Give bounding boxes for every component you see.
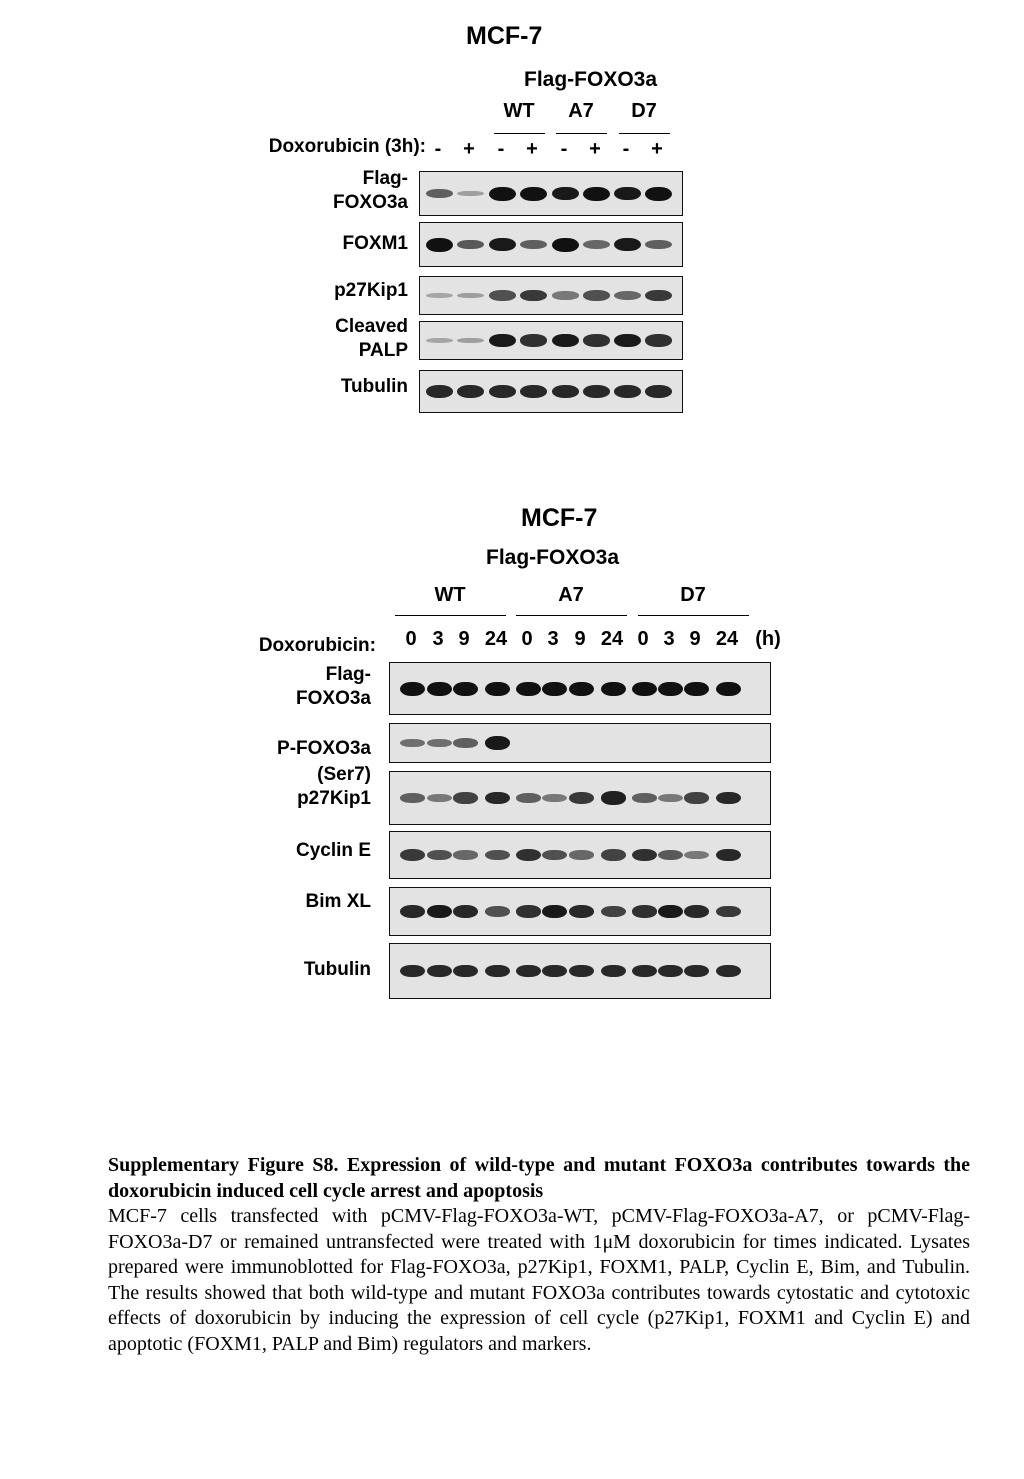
panel1-blot-1-band xyxy=(583,240,610,249)
panel2-blot-5-band xyxy=(569,965,594,978)
panel2-blot-2-band xyxy=(569,792,594,804)
panel1-blot-2-band xyxy=(552,291,579,299)
panel2-blot-1-band xyxy=(453,738,478,748)
panel1-group-wt: WT xyxy=(503,100,535,122)
panel1-blot-0-label: Flag- xyxy=(362,168,408,189)
panel1-blot-1-band xyxy=(457,240,484,250)
panel2-blot-3-band xyxy=(485,850,510,860)
panel1-blot-1-band xyxy=(614,238,641,252)
panel1-blot-2-band xyxy=(457,293,484,299)
panel1-blot-2-band xyxy=(520,290,547,302)
panel2-blot-3-band xyxy=(569,850,594,859)
figure-caption xyxy=(108,1153,970,1357)
panel2-blot-3-band xyxy=(427,850,452,860)
panel2-blot-5-band xyxy=(400,965,425,978)
panel1-blot-0-band xyxy=(645,187,672,201)
panel2-blot-3-band xyxy=(516,849,541,861)
panel1-lane-7: + xyxy=(651,138,663,160)
panel2-blot-2-band xyxy=(485,792,510,805)
panel1-blot-2-band xyxy=(583,290,610,300)
panel2-blot-0-label: FOXO3a xyxy=(296,688,371,709)
panel1-blot-3-label: PALP xyxy=(358,340,408,361)
panel2-blot-4-band xyxy=(684,905,709,918)
panel2-blot-5-band xyxy=(453,965,478,978)
panel2-blot-5 xyxy=(389,943,771,999)
panel2-lane-3: 24 xyxy=(484,628,508,650)
panel2-lane-5: 3 xyxy=(547,628,559,650)
panel2-blot-4-band xyxy=(569,905,594,918)
panel1-group-a7-line xyxy=(556,133,607,134)
panel1-blot-0-band xyxy=(426,189,453,199)
panel2-blot-4 xyxy=(389,887,771,936)
panel1-blot-2-band xyxy=(426,293,453,298)
panel1-blot-0-band xyxy=(457,191,484,197)
panel2-blot-0-band xyxy=(453,682,478,696)
panel2-group-wt: WT xyxy=(434,584,466,606)
panel1-treatment-label: Doxorubicin (3h): xyxy=(268,136,426,157)
panel1-blot-3-band xyxy=(457,338,484,344)
panel1-blot-4-band xyxy=(426,385,453,398)
panel1-lane-1: + xyxy=(463,138,475,160)
panel2-blot-0-band xyxy=(716,682,741,696)
panel1-construct-label: Flag-FOXO3a xyxy=(524,68,658,91)
panel2-blot-0-label: Flag- xyxy=(325,664,371,685)
panel1-lane-6: - xyxy=(622,138,630,160)
panel1-blot-0-band xyxy=(583,187,610,201)
panel1-blot-1-band xyxy=(552,238,579,252)
panel2-lane-0: 0 xyxy=(405,628,417,650)
panel2-blot-2-band xyxy=(542,794,567,802)
panel2-blot-5-band xyxy=(485,965,510,978)
panel2-lane-4: 0 xyxy=(521,628,533,650)
panel1-lane-0: - xyxy=(434,138,442,160)
panel1-blot-3-band xyxy=(583,334,610,346)
caption-body: MCF-7 cells transfected with pCMV-Flag-FOXO3a-WT, pCMV-Flag-FOXO3a-A7, or pCMV-Flag-FOXO3a-D7 or remained untransfected were treated with 1μM doxorubicin for times indicated. Lysates prepared were immunoblotted for Flag-FOXO3a, p27Kip1, FOXM1, PALP, Cyclin E, Bim, and Tubulin. The results showed that both wild-type and mutant FOXO3a contributes towards cytostatic and cytotoxic effects of doxorubicin by inducing the expression of cell cycle (p27Kip1, FOXM1 and Cyclin E) and apoptotic (FOXM1, PALP and Bim) regulators and markers. xyxy=(108,1205,970,1355)
panel2-blot-3-band xyxy=(658,850,683,860)
panel2-blot-0-band xyxy=(601,682,626,696)
panel1-blot-3-band xyxy=(614,334,641,348)
panel2-blot-5-band xyxy=(427,965,452,978)
panel2-blot-0-band xyxy=(427,682,452,696)
panel1-blot-2 xyxy=(419,276,683,315)
panel1-blot-0-band xyxy=(614,187,641,201)
panel2-blot-3-band xyxy=(716,849,741,862)
panel2-blot-2-band xyxy=(400,793,425,803)
panel1-blot-4-band xyxy=(520,385,547,398)
panel2-blot-3-band xyxy=(632,849,657,861)
panel2-blot-0-band xyxy=(400,682,425,696)
panel1-title: MCF-7 xyxy=(466,22,543,50)
panel2-blot-2-band xyxy=(516,793,541,803)
panel2-blot-5-band xyxy=(632,965,657,978)
panel2-construct-label: Flag-FOXO3a xyxy=(486,546,620,569)
panel2-blot-0-band xyxy=(658,682,683,696)
panel2-blot-5-band xyxy=(658,965,683,978)
panel1-blot-4 xyxy=(419,370,683,413)
panel1-blot-0-band xyxy=(520,187,547,201)
panel2-lane-10: 9 xyxy=(689,628,701,650)
panel2-blot-5-band xyxy=(601,965,626,978)
panel1-blot-2-band xyxy=(645,290,672,302)
panel1-blot-1-label: FOXM1 xyxy=(342,233,408,254)
panel1-blot-4-band xyxy=(457,385,484,398)
panel2-treatment-label: Doxorubicin: xyxy=(258,635,376,656)
panel2-blot-0-band xyxy=(485,682,510,696)
panel2-group-wt-line xyxy=(395,615,506,616)
panel2-blot-1-band xyxy=(427,739,452,748)
panel1-blot-0-band xyxy=(489,187,516,201)
panel2-group-d7: D7 xyxy=(680,584,706,606)
panel1-blot-3 xyxy=(419,321,683,360)
panel1-blot-1-band xyxy=(645,240,672,250)
panel2-blot-3-band xyxy=(453,850,478,859)
panel1-blot-3-band xyxy=(552,334,579,348)
panel2-unit-label: (h) xyxy=(755,628,781,650)
panel1-blot-3-label: Cleaved xyxy=(335,316,408,337)
panel2-blot-5-band xyxy=(516,965,541,978)
panel2-group-a7-line xyxy=(516,615,627,616)
panel2-lane-8: 0 xyxy=(637,628,649,650)
panel2-blot-0-band xyxy=(632,682,657,696)
panel2-blot-2-band xyxy=(453,792,478,803)
panel2-blot-4-band xyxy=(485,906,510,916)
panel2-blot-0-band xyxy=(542,682,567,696)
panel2-blot-3-band xyxy=(601,849,626,860)
panel2-blot-3 xyxy=(389,831,771,879)
panel1-blot-1 xyxy=(419,222,683,267)
panel2-blot-2-band xyxy=(716,792,741,805)
panel2-lane-2: 9 xyxy=(458,628,470,650)
panel2-lane-11: 24 xyxy=(715,628,739,650)
panel2-lane-1: 3 xyxy=(432,628,444,650)
panel2-blot-1-band xyxy=(485,736,510,750)
panel2-lane-6: 9 xyxy=(574,628,586,650)
panel1-blot-0 xyxy=(419,171,683,216)
panel1-blot-0-band xyxy=(552,187,579,201)
panel2-blot-1 xyxy=(389,723,771,763)
panel2-blot-0-band xyxy=(569,682,594,696)
panel2-title: MCF-7 xyxy=(521,504,598,532)
panel1-lane-3: + xyxy=(526,138,538,160)
panel1-group-wt-line xyxy=(494,133,545,134)
panel2-blot-4-band xyxy=(453,905,478,918)
panel1-group-a7: A7 xyxy=(568,100,594,122)
panel1-blot-3-band xyxy=(489,334,516,348)
panel2-blot-4-band xyxy=(427,905,452,919)
panel2-blot-0 xyxy=(389,662,771,715)
panel1-blot-4-band xyxy=(489,385,516,398)
panel2-blot-4-band xyxy=(542,905,567,919)
panel2-group-a7: A7 xyxy=(558,584,584,606)
panel1-blot-1-band xyxy=(520,240,547,250)
panel1-blot-4-band xyxy=(614,385,641,398)
panel1-lane-5: + xyxy=(589,138,601,160)
panel2-blot-4-band xyxy=(601,906,626,917)
panel1-blot-2-label: p27Kip1 xyxy=(334,280,408,301)
panel2-blot-4-band xyxy=(658,905,683,919)
panel2-blot-4-band xyxy=(516,905,541,917)
panel1-blot-4-band xyxy=(552,385,579,398)
panel1-blot-1-band xyxy=(426,238,453,252)
panel1-group-d7-line xyxy=(619,133,670,134)
panel2-blot-1-band xyxy=(400,739,425,748)
panel2-blot-2-band xyxy=(684,792,709,803)
panel2-blot-2-band xyxy=(601,791,626,804)
panel2-blot-5-band xyxy=(716,965,741,978)
panel2-blot-5-band xyxy=(542,965,567,978)
panel1-blot-3-band xyxy=(426,338,453,343)
panel1-group-d7: D7 xyxy=(631,100,657,122)
panel2-lane-9: 3 xyxy=(663,628,675,650)
panel2-blot-5-label: Tubulin xyxy=(303,959,371,980)
panel2-blot-4-label: Bim XL xyxy=(305,891,371,912)
panel2-blot-2 xyxy=(389,771,771,825)
panel2-blot-5-band xyxy=(684,965,709,978)
panel1-blot-4-band xyxy=(645,385,672,398)
panel1-blot-4-band xyxy=(583,385,610,398)
panel2-blot-0-band xyxy=(684,682,709,696)
panel1-blot-3-band xyxy=(520,334,547,346)
panel2-blot-3-band xyxy=(400,849,425,861)
panel2-blot-2-label: p27Kip1 xyxy=(297,788,371,809)
panel2-blot-4-band xyxy=(716,906,741,918)
panel2-blot-0-band xyxy=(516,682,541,696)
panel2-blot-2-band xyxy=(632,793,657,803)
caption-title: Supplementary Figure S8. Expression of wild-type and mutant FOXO3a contributes towards the doxorubicin induced cell cycle arrest and apoptosis xyxy=(108,1154,970,1202)
panel2-blot-2-band xyxy=(658,794,683,802)
panel2-blot-3-label: Cyclin E xyxy=(296,840,371,861)
panel2-blot-2-band xyxy=(427,794,452,802)
panel1-blot-2-band xyxy=(614,291,641,300)
panel1-blot-0-label: FOXO3a xyxy=(333,192,408,213)
panel1-blot-4-label: Tubulin xyxy=(340,376,408,397)
panel2-blot-4-band xyxy=(400,905,425,918)
panel2-group-d7-line xyxy=(638,615,749,616)
panel1-blot-2-band xyxy=(489,290,516,300)
panel2-blot-3-band xyxy=(542,850,567,860)
panel2-blot-2-label: (Ser7) xyxy=(317,764,371,785)
panel2-blot-4-band xyxy=(632,905,657,917)
panel2-blot-3-band xyxy=(684,851,709,859)
panel1-blot-3-band xyxy=(645,334,672,346)
panel1-blot-1-band xyxy=(489,238,516,252)
panel1-lane-4: - xyxy=(560,138,568,160)
panel1-lane-2: - xyxy=(497,138,505,160)
panel2-blot-1-label: P-FOXO3a xyxy=(277,738,371,759)
panel2-lane-7: 24 xyxy=(600,628,624,650)
